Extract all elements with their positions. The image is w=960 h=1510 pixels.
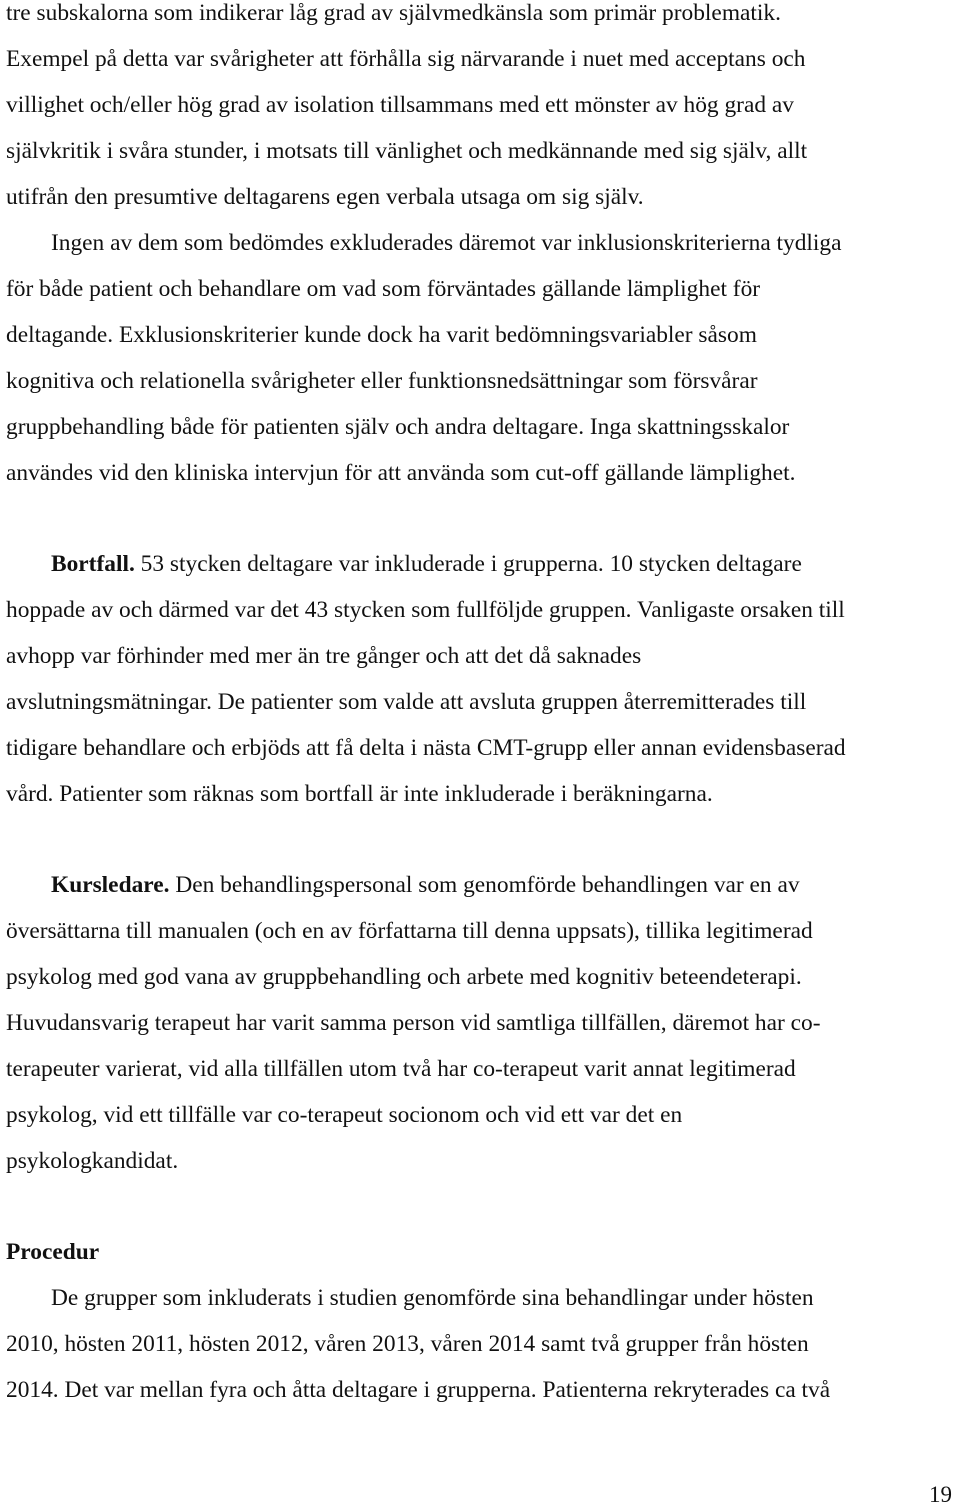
- text-line: vård. Patienter som räknas som bortfall är inte inkluderade i beräkningarna.: [6, 781, 713, 807]
- bortfall-heading: Bortfall.: [51, 551, 135, 577]
- text-line: villighet och/eller hög grad av isolation tillsammans med ett mönster av hög grad av: [6, 92, 794, 118]
- text-line: hoppade av och därmed var det 43 stycken som fullföljde gruppen. Vanligaste orsaken till: [6, 597, 845, 623]
- text-line: 2014. Det var mellan fyra och åtta deltagare i grupperna. Patienterna rekryterades ca två: [6, 1377, 831, 1403]
- text-line: kognitiva och relationella svårigheter eller funktionsnedsättningar som försvårar: [6, 368, 758, 394]
- text-line: användes vid den kliniska intervjun för att använda som cut-off gällande lämplighet.: [6, 460, 796, 486]
- text-line: tre subskalorna som indikerar låg grad av självmedkänsla som primär problematik.: [6, 0, 781, 26]
- procedur-heading: Procedur: [6, 1239, 100, 1265]
- page-number: 19: [929, 1482, 952, 1507]
- text-line: avslutningsmätningar. De patienter som valde att avsluta gruppen återremitterades till: [6, 689, 807, 715]
- text-line: Huvudansvarig terapeut har varit samma person vid samtliga tillfällen, däremot har co-: [6, 1010, 821, 1036]
- text-line: utifrån den presumtive deltagarens egen verbala utsaga om sig själv.: [6, 184, 644, 210]
- text-line: deltagande. Exklusionskriterier kunde dock ha varit bedömningsvariabler såsom: [6, 322, 757, 348]
- text-line: avhopp var förhinder med mer än tre gånger och att det då saknades: [6, 643, 642, 669]
- text-line: psykolog med god vana av gruppbehandling och arbete med kognitiv beteendeterapi.: [6, 964, 802, 990]
- bortfall-first-line-text: 53 stycken deltagare var inkluderade i grupperna. 10 stycken deltagare: [134, 551, 802, 577]
- kursledare-first-line: [51, 870, 800, 900]
- text-line: Exempel på detta var svårigheter att förhålla sig närvarande i nuet med acceptans och: [6, 46, 806, 72]
- text-line: Ingen av dem som bedömdes exkluderades däremot var inklusionskriterierna tydliga: [51, 230, 842, 256]
- text-line: psykolog, vid ett tillfälle var co-terapeut socionom och vid ett var det en: [6, 1102, 683, 1128]
- text-line: för både patient och behandlare om vad som förväntades gällande lämplighet för: [6, 276, 761, 302]
- text-line: översättarna till manualen (och en av författarna till denna uppsats), tillika legitimerad: [6, 918, 813, 944]
- kursledare-first-line-text: Den behandlingspersonal som genomförde behandlingen var en av: [169, 872, 800, 898]
- text-line: 2010, hösten 2011, hösten 2012, våren 2013, våren 2014 samt två grupper från hösten: [6, 1331, 809, 1357]
- text-line: terapeuter varierat, vid alla tillfällen utom två har co-terapeut varit annat legitimerad: [6, 1056, 796, 1082]
- text-line: tidigare behandlare och erbjöds att få delta i nästa CMT-grupp eller annan evidensbaserad: [6, 735, 846, 761]
- text-line: gruppbehandling både för patienten själv och andra deltagare. Inga skattningsskalor: [6, 414, 790, 440]
- kursledare-heading: Kursledare.: [51, 872, 170, 898]
- text-line: självkritik i svåra stunder, i motsats till vänlighet och medkännande med sig själv, allt: [6, 138, 808, 164]
- bortfall-first-line: [51, 549, 802, 579]
- text-line: De grupper som inkluderats i studien genomförde sina behandlingar under hösten: [51, 1285, 814, 1311]
- text-line: psykologkandidat.: [6, 1148, 179, 1174]
